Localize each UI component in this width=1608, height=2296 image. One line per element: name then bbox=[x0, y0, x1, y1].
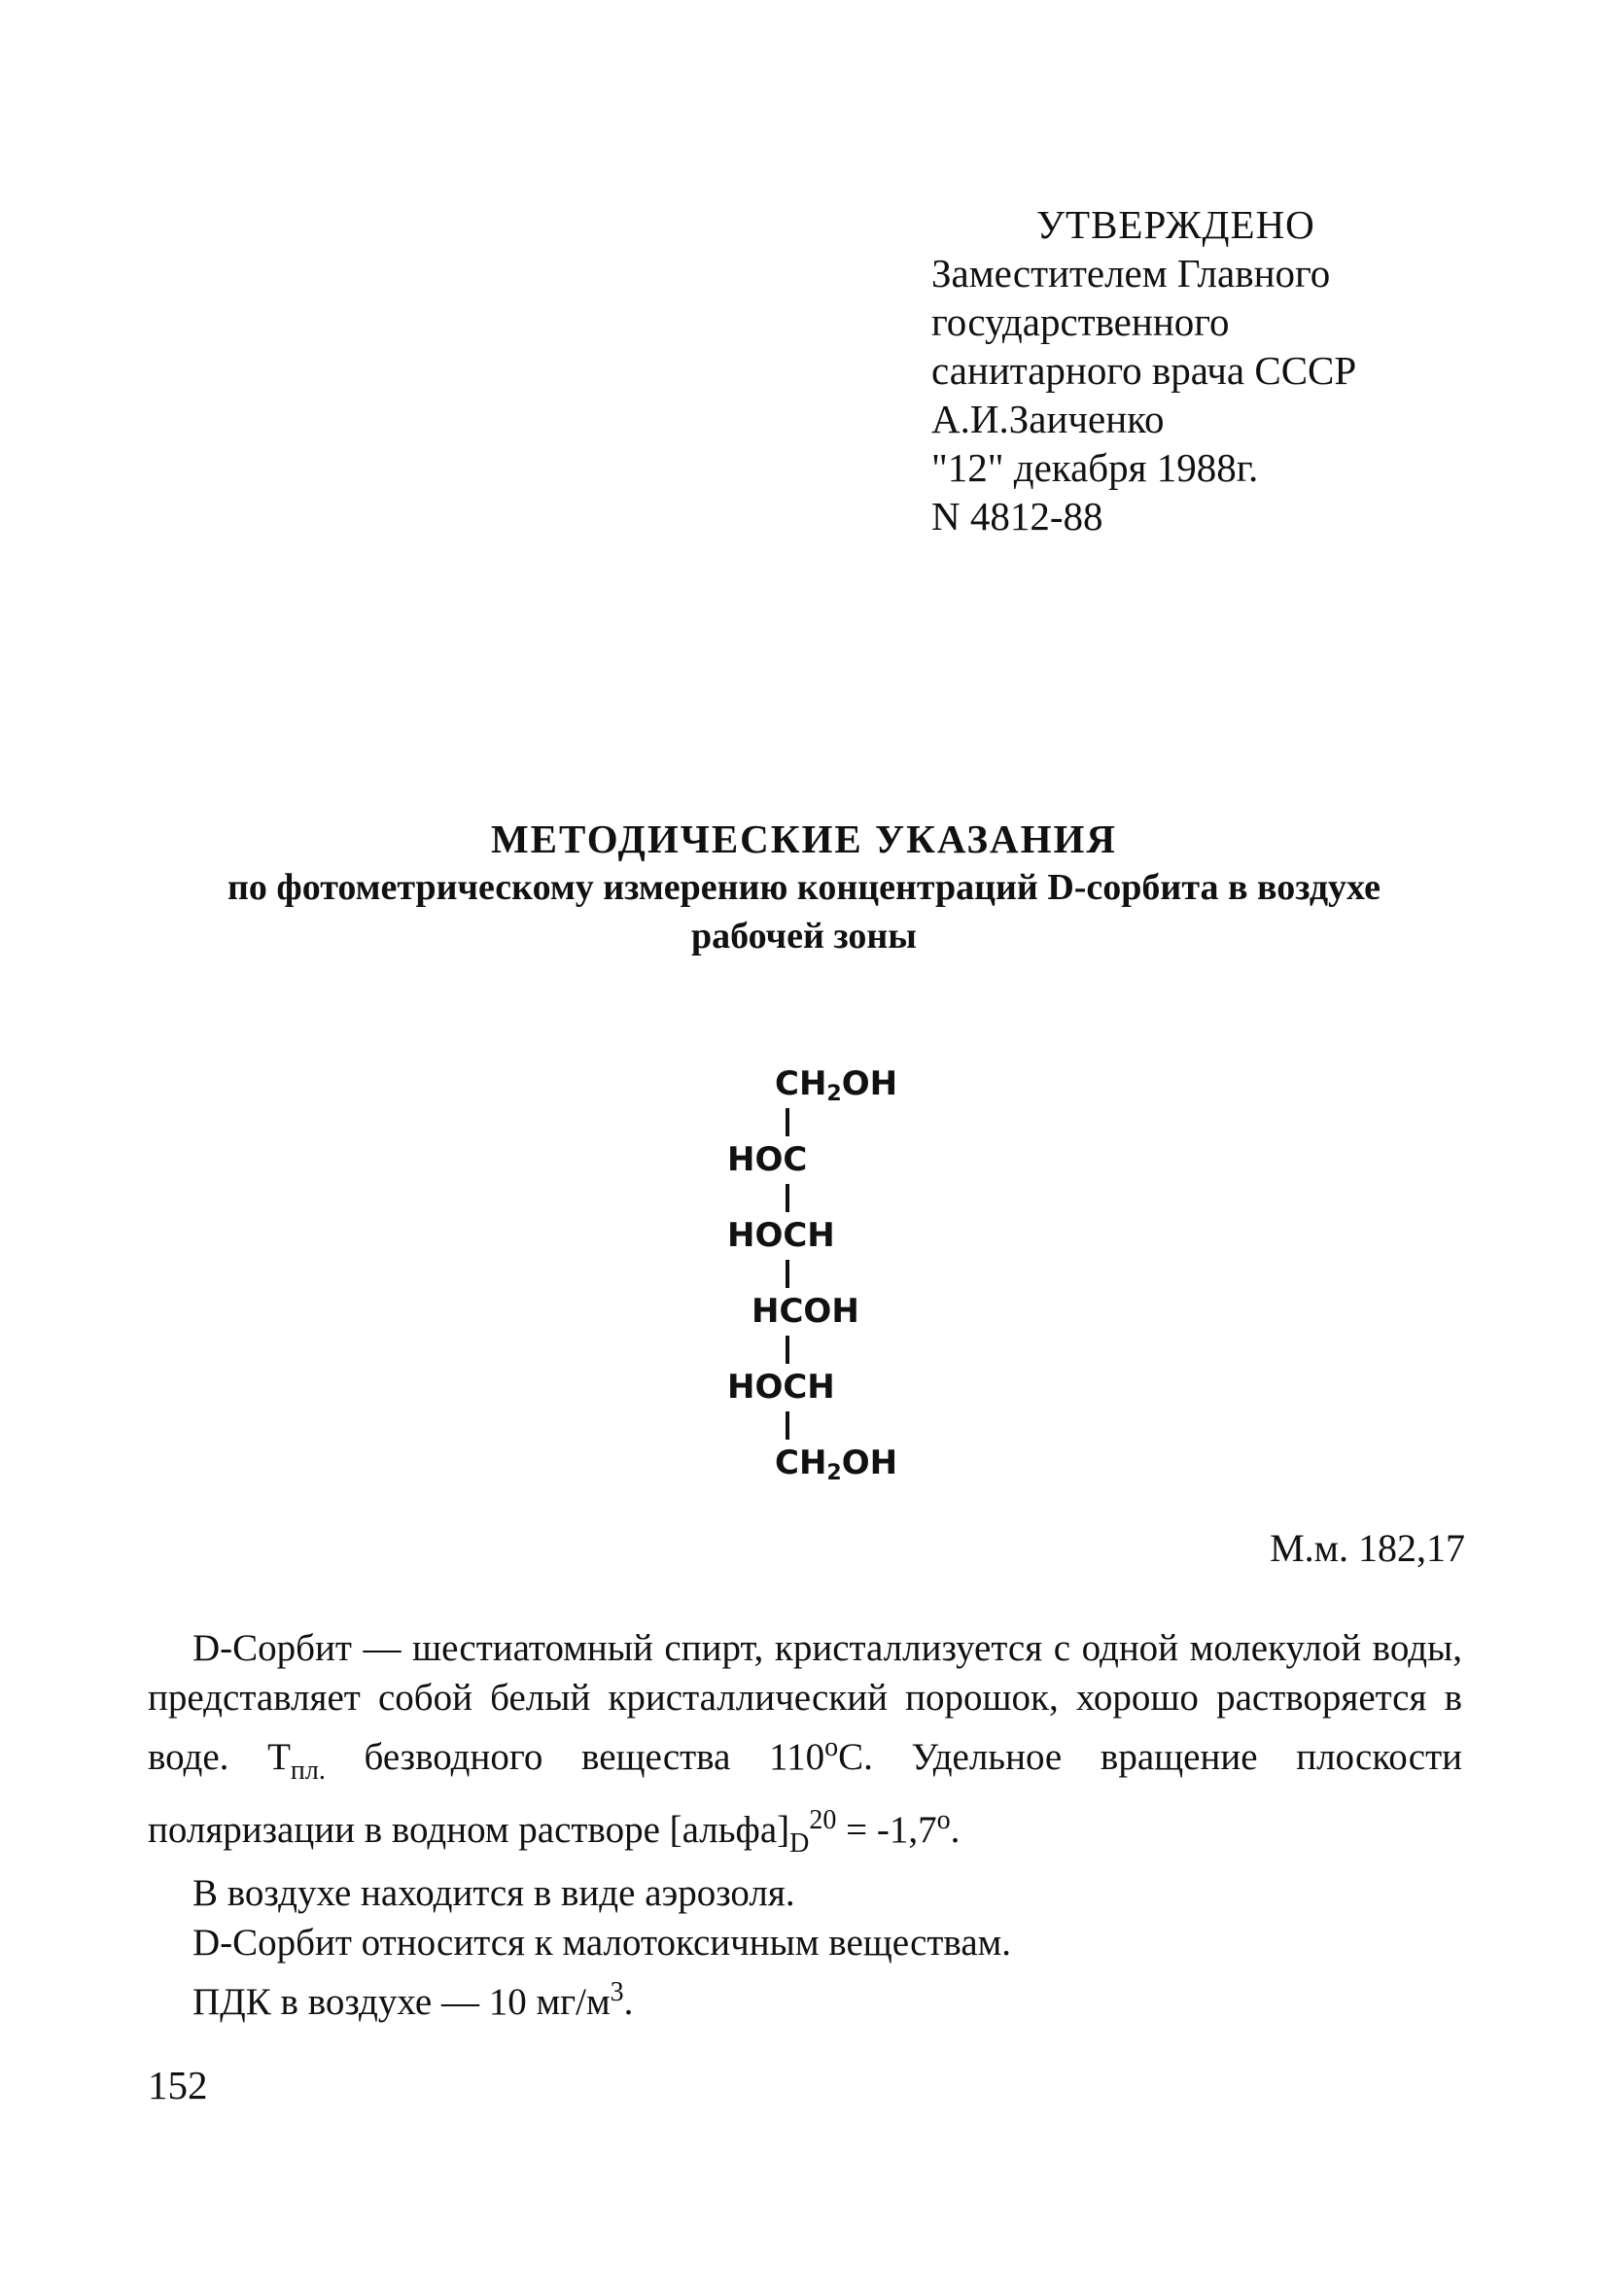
formula-row bbox=[715, 1444, 967, 1485]
paragraph-text: С. Удельное вращение плоскости поляризации в водном растворе [альфа] bbox=[148, 1736, 1462, 1851]
body-text bbox=[148, 1623, 1462, 2027]
formula-text: H bbox=[752, 1292, 780, 1331]
approval-line: Заместителем Главного bbox=[931, 251, 1331, 296]
subscript-text: пл. bbox=[290, 1756, 326, 1786]
paragraph-text: = -1,7 bbox=[836, 1809, 937, 1851]
formula-subscript: 2 bbox=[826, 1082, 842, 1106]
formula-text: CH bbox=[783, 1216, 835, 1255]
approval-line: государственного bbox=[931, 299, 1230, 344]
paragraph-aerosol: В воздухе находится в виде аэрозоля. bbox=[192, 1872, 795, 1914]
paragraph-toxicity: D-Сорбит относится к малотоксичным веществам. bbox=[192, 1922, 1012, 1964]
formula-text: C bbox=[783, 1140, 808, 1179]
formula-text: COH bbox=[779, 1292, 859, 1331]
formula-row bbox=[715, 1369, 967, 1407]
formula-bond bbox=[715, 1255, 967, 1293]
formula-row bbox=[715, 1217, 967, 1255]
approval-heading: УТВЕРЖДЕНО bbox=[1036, 202, 1315, 247]
document-title: МЕТОДИЧЕСКИЕ УКАЗАНИЯ bbox=[490, 817, 1118, 861]
formula-subscript: 2 bbox=[826, 1461, 842, 1485]
approval-line: N 4812-88 bbox=[931, 494, 1103, 539]
approval-stamp bbox=[931, 200, 1515, 540]
formula-text: HO bbox=[727, 1216, 784, 1255]
superscript-text: 20 bbox=[809, 1805, 837, 1835]
formula-row bbox=[715, 1064, 967, 1106]
subscript-text: D bbox=[789, 1828, 810, 1859]
approval-line: санитарного врача СССР bbox=[931, 348, 1357, 393]
page-number: 152 bbox=[148, 2063, 208, 2107]
approval-line: "12" декабря 1988г. bbox=[931, 445, 1259, 490]
approval-line: А.И.Заиченко bbox=[931, 397, 1165, 441]
formula-bond bbox=[715, 1331, 967, 1369]
paragraph-pdk bbox=[148, 1967, 1462, 2027]
formula-row bbox=[715, 1141, 967, 1179]
superscript-text: 3 bbox=[610, 1977, 624, 2007]
formula-bond bbox=[715, 1407, 967, 1444]
structural-formula bbox=[715, 1064, 967, 1485]
paragraph-text: D-Сорбит — шестиатомный спирт, кристаллизуется с одной молекулой воды, представляет собой белый кристаллический порошок, хорошо растворяется в воде. Т bbox=[148, 1627, 1462, 1778]
paragraph-text: безводного вещества 110 bbox=[325, 1736, 825, 1778]
formula-text: HO bbox=[727, 1140, 784, 1179]
formula-text: CH bbox=[783, 1368, 835, 1407]
paragraph-text: . bbox=[623, 1981, 634, 2023]
paragraph-text: ПДК в воздухе — 10 мг/м bbox=[192, 1981, 611, 2023]
formula-text: CH bbox=[775, 1064, 827, 1103]
superscript-text: о bbox=[824, 1732, 839, 1762]
paragraph-text: . bbox=[950, 1809, 961, 1851]
formula-bond bbox=[715, 1179, 967, 1217]
paragraph-description bbox=[148, 1623, 1462, 1868]
formula-bond bbox=[715, 1103, 967, 1141]
formula-text: HO bbox=[727, 1368, 784, 1407]
formula-text: OH bbox=[841, 1444, 898, 1482]
document-title-block bbox=[136, 815, 1472, 960]
formula-row bbox=[715, 1293, 967, 1331]
formula-text: CH bbox=[775, 1444, 827, 1482]
superscript-text: о bbox=[936, 1805, 951, 1835]
document-subtitle: по фотометрическому измерению концентраций D-сорбита в воздухе рабочей зоны bbox=[227, 867, 1381, 957]
formula-text: OH bbox=[841, 1064, 898, 1103]
molar-mass: М.м. 182,17 bbox=[1270, 1526, 1465, 1570]
